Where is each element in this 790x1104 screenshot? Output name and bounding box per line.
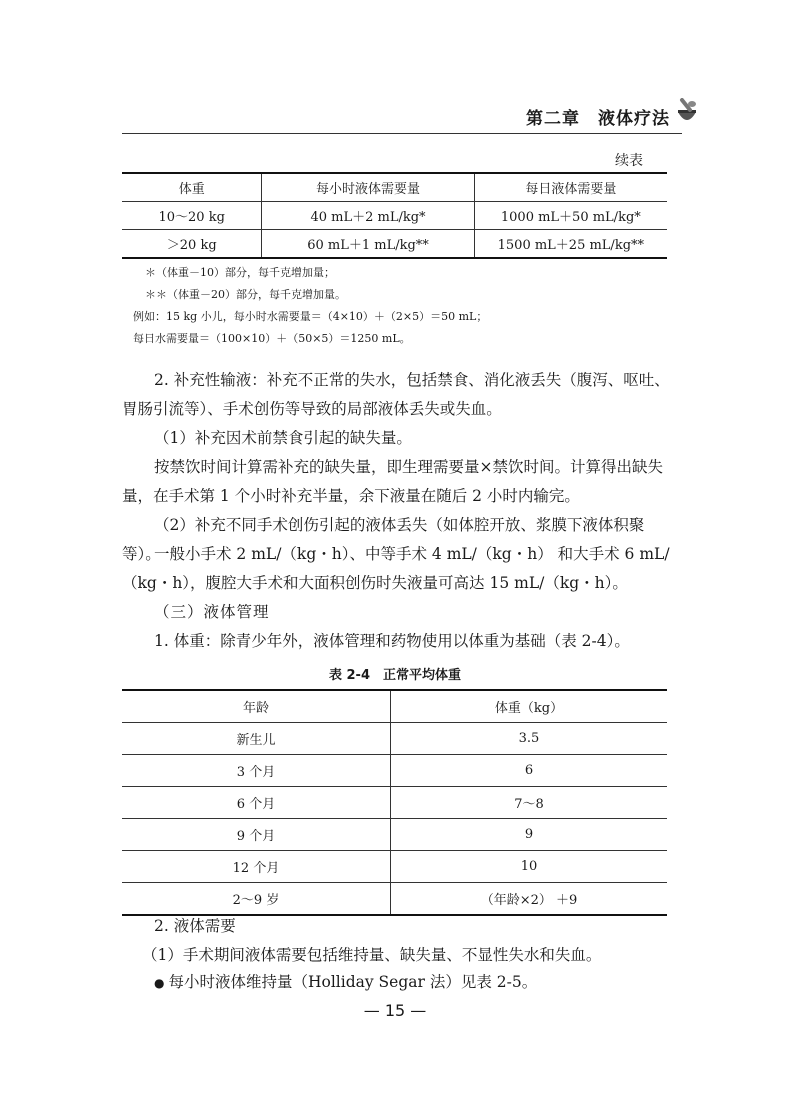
table-row <box>122 723 667 755</box>
table-header-cell: 每日液体需要量 <box>474 173 667 202</box>
table-header-row <box>122 690 667 723</box>
table-cell: 9 个月 <box>122 819 391 851</box>
section-heading: （三）液体管理 <box>154 603 270 621</box>
table-cell: 9 <box>391 819 668 851</box>
paragraph: （2）补充不同手术创伤引起的液体丢失（如体腔开放、浆膜下液体积聚等）。 <box>122 516 645 563</box>
table-title: 表 2-4 正常平均体重 <box>328 668 461 683</box>
note-line: 每日水需要量＝（100×10）＋（50×5）＝1250 mL。 <box>133 332 411 345</box>
table-row <box>122 851 667 883</box>
table-cell: 10 <box>391 851 668 883</box>
table-cell: 12 个月 <box>122 851 391 883</box>
note-line: ＊（体重－10）部分，每千克增加量； <box>145 266 335 279</box>
table-row <box>122 883 667 916</box>
table-cell: 6 个月 <box>122 787 391 819</box>
fluid-requirement-table <box>122 172 667 259</box>
table-cell: 1500 mL＋25 mL/kg** <box>497 238 645 253</box>
table-cell: 2～9 岁 <box>122 883 391 916</box>
continued-label: 续表 <box>615 153 643 169</box>
table-cell: （年龄×2） ＋9 <box>480 893 578 908</box>
chapter-header: 第二章 液体疗法 <box>526 109 670 129</box>
bullet-paragraph <box>122 968 670 998</box>
paragraph: 2. 液体需要 <box>154 917 236 935</box>
table-row <box>122 202 667 230</box>
table-cell: ＞20 kg <box>166 238 217 253</box>
table-row <box>122 230 667 259</box>
table-row <box>122 755 667 787</box>
paragraph: （1）手术期间液体需要包括维持量、缺失量、不显性失水和失血。 <box>142 946 602 964</box>
table-cell: 10～20 kg <box>122 202 262 230</box>
paragraph: 一般小手术 2 mL/（kg・h）、中等手术 4 mL/（kg・h） 和大手术 6 mL/（kg・h），腹腔大手术和大面积创伤时失液量可高达 15 mL/（kg・h）。 <box>122 545 670 592</box>
note-line: 例如：15 kg 小儿，每小时水需要量＝（4×10）＋（2×5）＝50 mL； <box>133 310 488 323</box>
header-rule <box>122 133 682 134</box>
table-header-cell: 每小时液体需要量 <box>262 173 474 202</box>
table-cell: 新生儿 <box>122 723 391 755</box>
bullet-icon: ● <box>154 976 165 990</box>
table-cell: 7～8 <box>391 787 668 819</box>
average-weight-table <box>122 689 667 916</box>
paragraph: 1. 体重：除青少年外，液体管理和药物使用以体重为基础（表 2-4）。 <box>154 632 630 650</box>
table-row <box>122 787 667 819</box>
note-line: ＊＊（体重－20）部分，每千克增加量。 <box>145 288 346 301</box>
table-cell: 40 mL＋2 mL/kg* <box>262 202 474 230</box>
table-header-row <box>122 173 667 202</box>
table-cell: 60 mL＋1 mL/kg** <box>262 230 474 259</box>
table-cell: 3 个月 <box>122 755 391 787</box>
table-cell: 1000 mL＋50 mL/kg* <box>474 202 667 230</box>
paragraph: 按禁饮时间计算需补充的缺失量，即生理需要量×禁饮时间。计算得出缺失量，在手术第 1 个小时补充半量，余下液量在随后 2 小时内输完。 <box>122 458 663 505</box>
mortar-pestle-icon <box>676 98 698 128</box>
paragraph: （1）补充因术前禁食引起的缺失量。 <box>154 429 412 447</box>
table-header-cell: 体重（kg） <box>391 690 668 723</box>
table-cell: 3.5 <box>391 723 668 755</box>
table-cell: 6 <box>391 755 668 787</box>
table-row <box>122 819 667 851</box>
page-number: — 15 — <box>363 1001 427 1020</box>
table-notes <box>133 262 488 350</box>
paragraph: 2. 补充性输液：补充不正常的失水，包括禁食、消化液丢失（腹泻、呕吐、胃肠引流等）、手术创伤等导致的局部液体丢失或失血。 <box>122 371 670 418</box>
bullet-text: 每小时液体维持量（Holliday Segar 法）见表 2-5。 <box>168 973 538 991</box>
table-header-cell: 年龄 <box>122 690 391 723</box>
table-header-cell: 体重 <box>122 173 262 202</box>
